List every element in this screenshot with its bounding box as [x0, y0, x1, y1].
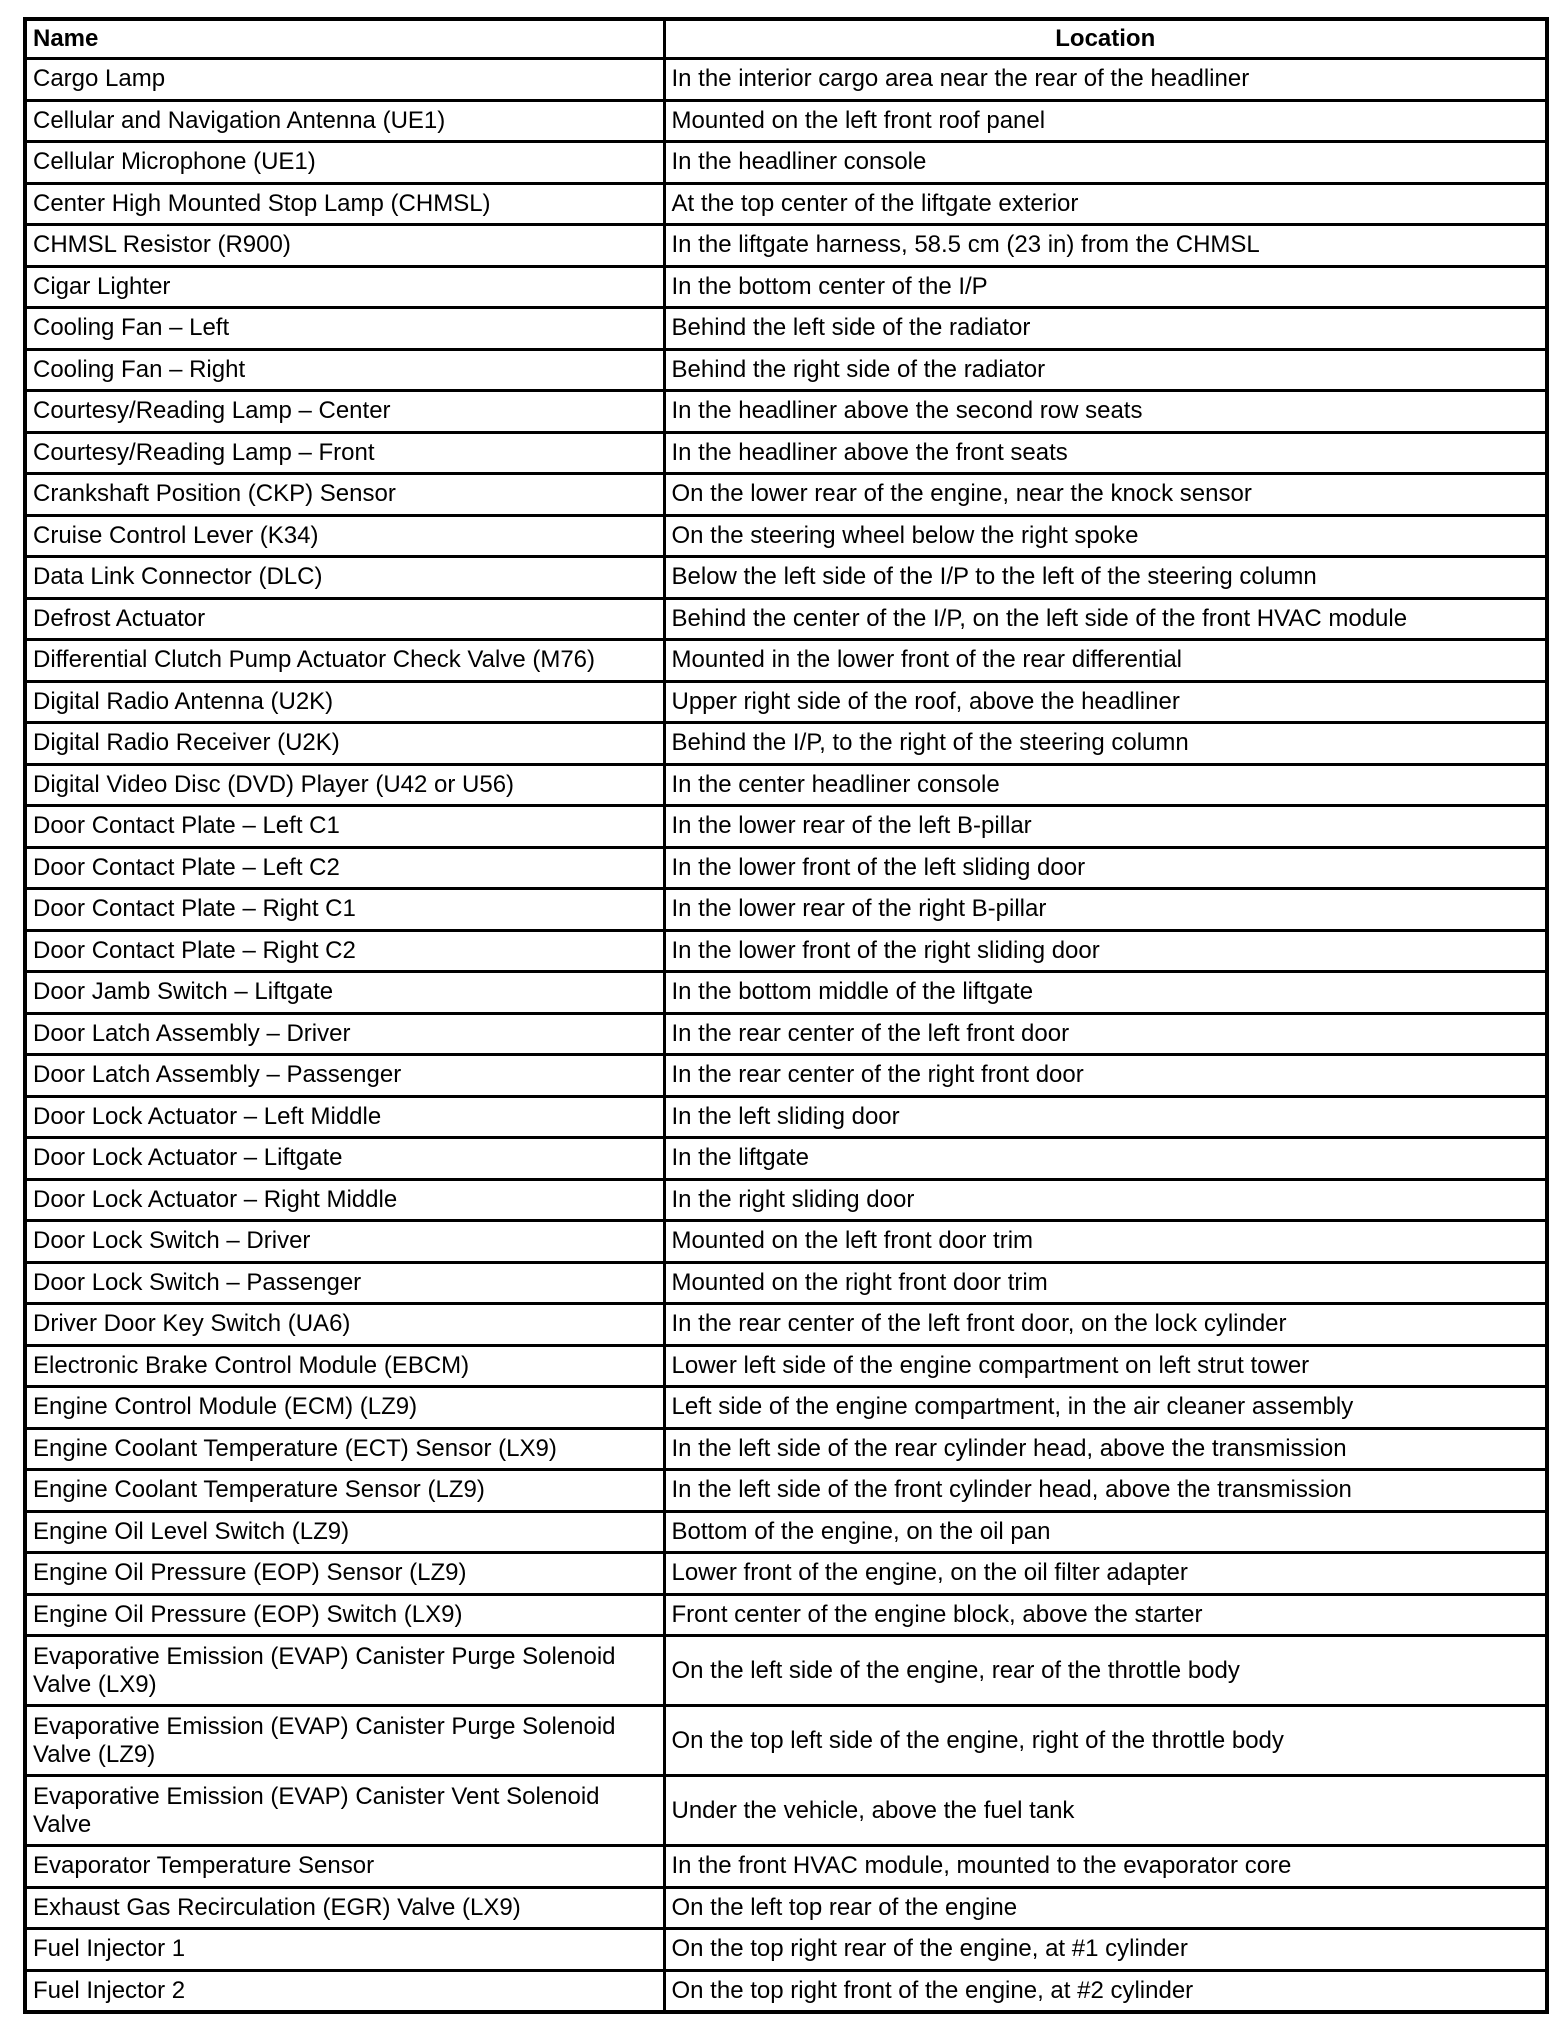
component-name-cell: Cellular and Navigation Antenna (UE1)	[25, 100, 664, 142]
table-row	[25, 1776, 1547, 1846]
component-location-cell: On the left side of the engine, rear of the throttle body	[664, 1636, 1547, 1706]
table-row	[25, 1553, 1547, 1595]
table-row	[25, 557, 1547, 599]
table-row	[25, 1594, 1547, 1636]
component-name-cell: Cruise Control Lever (K34)	[25, 515, 664, 557]
table-row	[25, 806, 1547, 848]
component-name-cell: Evaporator Temperature Sensor	[25, 1846, 664, 1888]
component-name-cell: Courtesy/Reading Lamp – Center	[25, 391, 664, 433]
table-row	[25, 1470, 1547, 1512]
component-name-cell: Cooling Fan – Right	[25, 349, 664, 391]
component-name-cell: Evaporative Emission (EVAP) Canister Purge Solenoid Valve (LZ9)	[25, 1706, 664, 1776]
table-row	[25, 1706, 1547, 1776]
table-header-row	[25, 19, 1547, 59]
component-name-cell: Cigar Lighter	[25, 266, 664, 308]
table-row	[25, 1387, 1547, 1429]
table-row	[25, 640, 1547, 682]
component-name-cell: Courtesy/Reading Lamp – Front	[25, 432, 664, 474]
component-name-cell: Door Latch Assembly – Passenger	[25, 1055, 664, 1097]
component-location-cell: In the headliner above the second row seats	[664, 391, 1547, 433]
table-row	[25, 681, 1547, 723]
component-name-cell: Differential Clutch Pump Actuator Check Valve (M76)	[25, 640, 664, 682]
component-name-cell: Door Latch Assembly – Driver	[25, 1013, 664, 1055]
component-name-cell: Electronic Brake Control Module (EBCM)	[25, 1345, 664, 1387]
table-row	[25, 432, 1547, 474]
component-location-cell: In the lower rear of the right B-pillar	[664, 889, 1547, 931]
component-location-cell: On the top left side of the engine, right of the throttle body	[664, 1706, 1547, 1776]
table-row	[25, 142, 1547, 184]
table-row	[25, 1887, 1547, 1929]
component-location-cell: Bottom of the engine, on the oil pan	[664, 1511, 1547, 1553]
component-location-cell: In the left side of the front cylinder head, above the transmission	[664, 1470, 1547, 1512]
table-row	[25, 266, 1547, 308]
component-location-cell: Mounted in the lower front of the rear differential	[664, 640, 1547, 682]
component-name-cell: Digital Radio Antenna (U2K)	[25, 681, 664, 723]
column-header-location: Location	[664, 19, 1547, 59]
component-location-cell: In the left sliding door	[664, 1096, 1547, 1138]
component-location-cell: Behind the I/P, to the right of the steering column	[664, 723, 1547, 765]
component-name-cell: Door Contact Plate – Right C2	[25, 930, 664, 972]
table-row	[25, 391, 1547, 433]
component-location-cell: Front center of the engine block, above the starter	[664, 1594, 1547, 1636]
table-row	[25, 308, 1547, 350]
component-location-cell: Upper right side of the roof, above the headliner	[664, 681, 1547, 723]
component-location-cell: On the lower rear of the engine, near the knock sensor	[664, 474, 1547, 516]
table-row	[25, 1096, 1547, 1138]
table-row	[25, 1345, 1547, 1387]
component-name-cell: Fuel Injector 2	[25, 1970, 664, 2012]
component-location-cell: In the left side of the rear cylinder head, above the transmission	[664, 1428, 1547, 1470]
table-row	[25, 1013, 1547, 1055]
table-row	[25, 474, 1547, 516]
table-row	[25, 764, 1547, 806]
component-name-cell: Door Lock Actuator – Left Middle	[25, 1096, 664, 1138]
table-body	[25, 59, 1547, 2012]
component-name-cell: Door Lock Actuator – Liftgate	[25, 1138, 664, 1180]
component-name-cell: Door Lock Switch – Passenger	[25, 1262, 664, 1304]
component-name-cell: Evaporative Emission (EVAP) Canister Purge Solenoid Valve (LX9)	[25, 1636, 664, 1706]
component-location-cell: Behind the center of the I/P, on the left side of the front HVAC module	[664, 598, 1547, 640]
component-name-cell: Engine Oil Pressure (EOP) Sensor (LZ9)	[25, 1553, 664, 1595]
table-row	[25, 598, 1547, 640]
component-location-cell: In the rear center of the right front door	[664, 1055, 1547, 1097]
component-location-cell: In the center headliner console	[664, 764, 1547, 806]
component-location-cell: Lower front of the engine, on the oil filter adapter	[664, 1553, 1547, 1595]
component-location-cell: In the interior cargo area near the rear of the headliner	[664, 59, 1547, 101]
component-location-cell: Lower left side of the engine compartment on left strut tower	[664, 1345, 1547, 1387]
component-location-cell: In the liftgate harness, 58.5 cm (23 in) from the CHMSL	[664, 225, 1547, 267]
column-header-name: Name	[25, 19, 664, 59]
component-location-cell: On the steering wheel below the right spoke	[664, 515, 1547, 557]
table-row	[25, 1846, 1547, 1888]
table-row	[25, 349, 1547, 391]
table-row	[25, 1179, 1547, 1221]
table-row	[25, 183, 1547, 225]
component-location-cell: Mounted on the left front door trim	[664, 1221, 1547, 1263]
component-name-cell: Cellular Microphone (UE1)	[25, 142, 664, 184]
component-location-cell: In the bottom center of the I/P	[664, 266, 1547, 308]
table-row	[25, 847, 1547, 889]
component-location-cell: Below the left side of the I/P to the left of the steering column	[664, 557, 1547, 599]
table-row	[25, 1929, 1547, 1971]
table-row	[25, 1055, 1547, 1097]
component-locator-table-wrapper	[23, 17, 1545, 2014]
component-name-cell: Engine Control Module (ECM) (LZ9)	[25, 1387, 664, 1429]
component-name-cell: Data Link Connector (DLC)	[25, 557, 664, 599]
component-location-cell: In the rear center of the left front door, on the lock cylinder	[664, 1304, 1547, 1346]
component-name-cell: Engine Coolant Temperature (ECT) Sensor (LX9)	[25, 1428, 664, 1470]
component-location-cell: In the liftgate	[664, 1138, 1547, 1180]
component-location-cell: On the left top rear of the engine	[664, 1887, 1547, 1929]
component-name-cell: Driver Door Key Switch (UA6)	[25, 1304, 664, 1346]
component-name-cell: Digital Video Disc (DVD) Player (U42 or U56)	[25, 764, 664, 806]
table-row	[25, 723, 1547, 765]
component-location-cell: In the rear center of the left front door	[664, 1013, 1547, 1055]
component-name-cell: Door Lock Actuator – Right Middle	[25, 1179, 664, 1221]
table-row	[25, 1221, 1547, 1263]
component-locator-table	[23, 17, 1549, 2014]
component-name-cell: Defrost Actuator	[25, 598, 664, 640]
component-name-cell: Door Contact Plate – Right C1	[25, 889, 664, 931]
component-location-cell: Behind the right side of the radiator	[664, 349, 1547, 391]
component-name-cell: Digital Radio Receiver (U2K)	[25, 723, 664, 765]
component-name-cell: Door Jamb Switch – Liftgate	[25, 972, 664, 1014]
component-name-cell: Engine Oil Pressure (EOP) Switch (LX9)	[25, 1594, 664, 1636]
component-name-cell: Engine Oil Level Switch (LZ9)	[25, 1511, 664, 1553]
component-name-cell: Engine Coolant Temperature Sensor (LZ9)	[25, 1470, 664, 1512]
component-name-cell: Cargo Lamp	[25, 59, 664, 101]
component-location-cell: On the top right rear of the engine, at #1 cylinder	[664, 1929, 1547, 1971]
component-location-cell: Under the vehicle, above the fuel tank	[664, 1776, 1547, 1846]
table-row	[25, 1970, 1547, 2012]
component-name-cell: Center High Mounted Stop Lamp (CHMSL)	[25, 183, 664, 225]
component-name-cell: Exhaust Gas Recirculation (EGR) Valve (LX9)	[25, 1887, 664, 1929]
component-location-cell: In the right sliding door	[664, 1179, 1547, 1221]
table-row	[25, 1636, 1547, 1706]
table-row	[25, 225, 1547, 267]
component-location-cell: In the headliner console	[664, 142, 1547, 184]
component-location-cell: In the front HVAC module, mounted to the evaporator core	[664, 1846, 1547, 1888]
table-row	[25, 1138, 1547, 1180]
component-location-cell: Left side of the engine compartment, in the air cleaner assembly	[664, 1387, 1547, 1429]
component-location-cell: At the top center of the liftgate exterior	[664, 183, 1547, 225]
component-location-cell: Mounted on the right front door trim	[664, 1262, 1547, 1304]
table-row	[25, 100, 1547, 142]
component-location-cell: In the bottom middle of the liftgate	[664, 972, 1547, 1014]
component-location-cell: Mounted on the left front roof panel	[664, 100, 1547, 142]
component-name-cell: Fuel Injector 1	[25, 1929, 664, 1971]
table-row	[25, 1428, 1547, 1470]
table-row	[25, 889, 1547, 931]
table-row	[25, 1262, 1547, 1304]
component-name-cell: Evaporative Emission (EVAP) Canister Vent Solenoid Valve	[25, 1776, 664, 1846]
component-name-cell: Crankshaft Position (CKP) Sensor	[25, 474, 664, 516]
component-name-cell: Door Lock Switch – Driver	[25, 1221, 664, 1263]
table-row	[25, 930, 1547, 972]
component-location-cell: In the lower front of the right sliding door	[664, 930, 1547, 972]
component-name-cell: Door Contact Plate – Left C2	[25, 847, 664, 889]
component-location-cell: On the top right front of the engine, at #2 cylinder	[664, 1970, 1547, 2012]
component-location-cell: In the lower front of the left sliding door	[664, 847, 1547, 889]
table-row	[25, 972, 1547, 1014]
table-row	[25, 1304, 1547, 1346]
table-row	[25, 1511, 1547, 1553]
component-location-cell: Behind the left side of the radiator	[664, 308, 1547, 350]
component-location-cell: In the lower rear of the left B-pillar	[664, 806, 1547, 848]
table-row	[25, 515, 1547, 557]
component-name-cell: CHMSL Resistor (R900)	[25, 225, 664, 267]
component-name-cell: Door Contact Plate – Left C1	[25, 806, 664, 848]
component-name-cell: Cooling Fan – Left	[25, 308, 664, 350]
component-location-cell: In the headliner above the front seats	[664, 432, 1547, 474]
table-row	[25, 59, 1547, 101]
